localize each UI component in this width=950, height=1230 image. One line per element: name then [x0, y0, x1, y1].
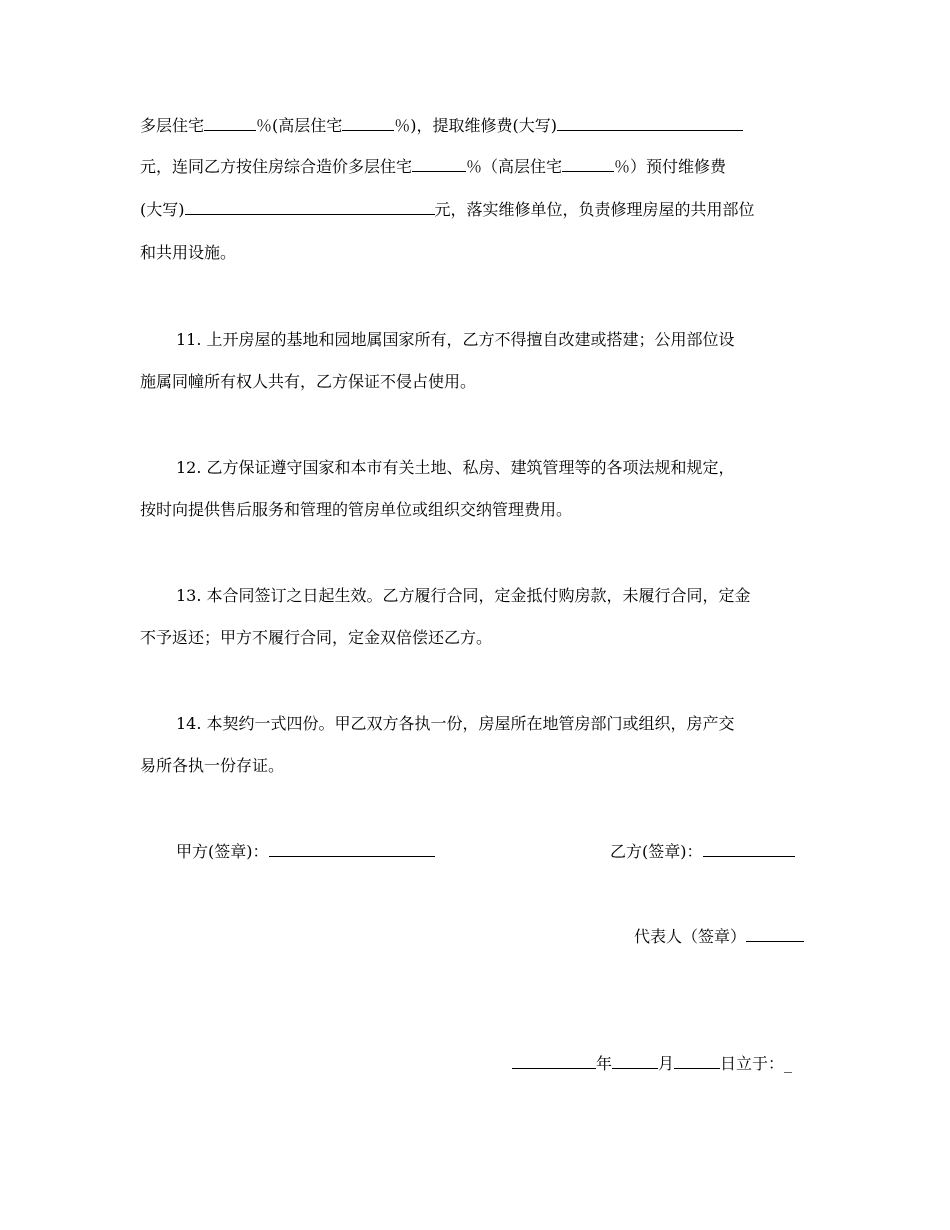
clause-11-line2: 施属同幢所有权人共有，乙方保证不侵占使用。: [140, 372, 477, 391]
representative-signature-blank: [746, 927, 804, 942]
trailing-underscore: _: [784, 1054, 793, 1073]
text: ％(高层住宅: [256, 116, 343, 135]
blank-highrise-percent-2: [562, 157, 614, 172]
text: ％)，提取维修费(大写): [394, 116, 557, 135]
clause-14-line2: 易所各执一份存证。: [140, 756, 285, 775]
blank-prepaid-fee-amount: [185, 200, 435, 215]
text: 多层住宅: [140, 116, 205, 135]
clause-14-line1: 14. 本契约一式四份。甲乙双方各执一份，房屋所在地管房部门或组织，房产交: [176, 714, 735, 733]
clause-13-line1: 13. 本合同签订之日起生效。乙方履行合同，定金抵付购房款，未履行合同，定金: [176, 586, 751, 605]
day-label: 日立于：: [720, 1054, 785, 1073]
para10-line4: 和共用设施。: [140, 243, 237, 262]
text: 元，连同乙方按住房综合造价多层住宅: [140, 157, 413, 176]
party-b-label: 乙方(签章)：: [610, 842, 703, 861]
date-line: [512, 1054, 792, 1074]
representative-signature: [634, 927, 804, 947]
party-a-signature-blank: [269, 842, 435, 857]
blank-multistory-percent: [204, 116, 256, 131]
blank-multistory-percent-2: [412, 157, 466, 172]
text: (大写): [140, 200, 185, 219]
blank-maintenance-fee-amount: [557, 116, 743, 131]
party-a-label: 甲方(签章)：: [176, 842, 269, 861]
para10-line2: [140, 157, 812, 177]
representative-label: 代表人（签章）: [634, 927, 747, 946]
year-blank: [512, 1054, 596, 1069]
month-label: 月: [658, 1054, 675, 1073]
para10-line3: [140, 200, 812, 220]
month-blank: [612, 1054, 658, 1069]
day-blank: [674, 1054, 720, 1069]
clause-12-line1: 12. 乙方保证遵守国家和本市有关土地、私房、建筑管理等的各项法规和规定，: [176, 458, 735, 477]
clause-11-line1: 11. 上开房屋的基地和园地属国家所有，乙方不得擅自改建或搭建；公用部位设: [176, 330, 735, 349]
clause-12-line2: 按时向提供售后服务和管理的管房单位或组织交纳管理费用。: [140, 500, 573, 519]
party-b-signature: [610, 842, 795, 862]
party-a-signature: [176, 842, 435, 862]
year-label: 年: [596, 1054, 613, 1073]
text: ％（高层住宅: [466, 157, 563, 176]
blank-highrise-percent: [342, 116, 394, 131]
text: ％）预付维修费: [614, 157, 727, 176]
para10-line1: [140, 116, 812, 136]
party-b-signature-blank: [703, 842, 795, 857]
text: 元，落实维修单位，负责修理房屋的共用部位: [434, 200, 755, 219]
clause-13-line2: 不予返还；甲方不履行合同，定金双倍偿还乙方。: [140, 628, 493, 647]
